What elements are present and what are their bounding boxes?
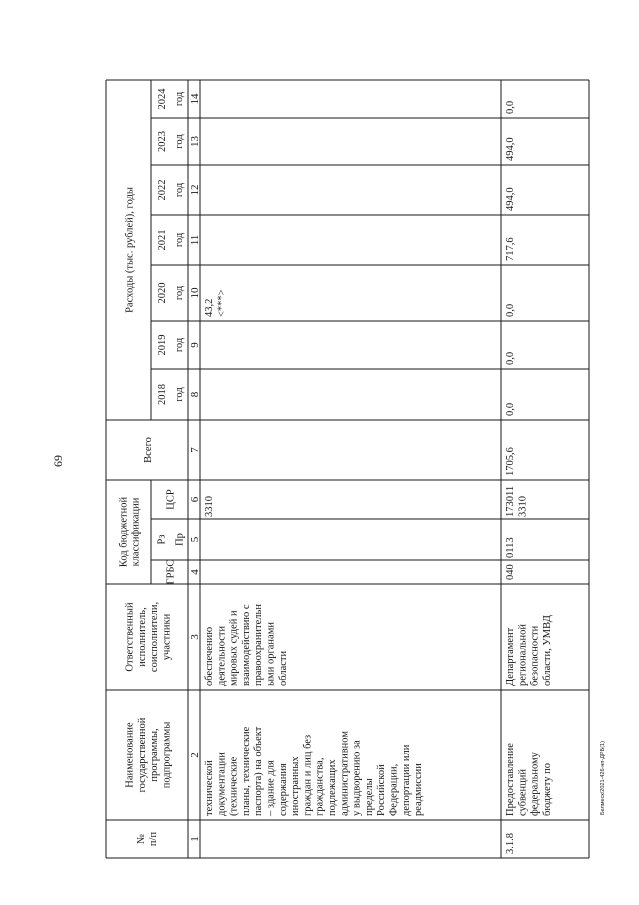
row-1-year-2024 (505, 101, 516, 114)
header-rzpr (157, 533, 186, 546)
row-0-exec (204, 604, 289, 686)
header-name-line: государственной (136, 717, 148, 793)
column-number-8 (189, 391, 201, 397)
header-grbs (166, 560, 177, 585)
row-1-csr-line: 173011 (505, 485, 516, 517)
header-exec-line: соисполнители, (149, 601, 161, 673)
column-number-10-line: 10 (189, 287, 201, 299)
row-0-exec-line: области (277, 650, 289, 686)
row-1-year-2019-line: 0,0 (505, 351, 516, 365)
header-csr-line: ЦСР (165, 489, 177, 510)
column-number-12 (189, 185, 201, 196)
header-budget-group-line: классификации (130, 497, 142, 567)
row-1-exec-line: области, УМВД (541, 615, 553, 686)
header-num (136, 832, 159, 847)
header-total (143, 437, 154, 463)
row-0-name-line: граждан и лиц без (302, 734, 314, 816)
row-1-csr-line: 3310 (517, 496, 529, 517)
row-0-name-line: гражданства, (314, 757, 326, 816)
header-year-2021-line: 2021 (157, 229, 168, 251)
column-number-5-line: 5 (189, 536, 201, 543)
row-0-exec-line: взаимодействию с (240, 604, 252, 686)
row-1-grbs-line: 040 (505, 564, 516, 580)
header-year-2023 (157, 131, 185, 152)
column-number-4 (189, 569, 201, 575)
header-year-2023-line: 2023 (157, 131, 168, 152)
row-0-year-2020-line: <***> (216, 289, 228, 317)
row-0-name-line: (технические (228, 756, 240, 816)
header-year-2018 (157, 384, 185, 405)
row-1-total (505, 447, 516, 476)
header-year-2023-line: год (174, 134, 185, 149)
column-number-14 (189, 93, 201, 105)
row-1-year-2024-line: 0,0 (505, 100, 516, 114)
row-0-exec-line: деятельности (216, 625, 228, 686)
column-number-1 (189, 836, 201, 842)
header-budget-group-line: Код бюджетной (118, 496, 130, 568)
row-1-year-2021-line: 717,6 (505, 237, 516, 261)
row-0-name-line: планы, технические (240, 726, 252, 816)
header-rzpr-line: Пр (174, 533, 186, 546)
header-exec-line: исполнитель, (136, 607, 148, 667)
row-1-year-2023-line: 494,0 (505, 137, 516, 161)
header-year-2021-line: год (174, 232, 185, 248)
column-number-11 (189, 235, 201, 246)
page-number-line: 69 (51, 455, 65, 467)
header-name-line: Наименование (124, 722, 136, 788)
page-number (51, 455, 65, 467)
header-exec-line: Ответственный (124, 602, 136, 672)
row-1-csr (505, 486, 528, 517)
row-0-name-line: содержания (277, 763, 289, 816)
column-number-2-line: 2 (189, 752, 201, 758)
row-0-name-line: у выдворению за (351, 740, 363, 816)
row-1-name-line: бюджету по (541, 763, 553, 816)
row-0-name-line: – здание для (265, 760, 277, 816)
header-year-2022-line: год (174, 182, 185, 198)
column-number-10 (189, 287, 201, 299)
header-csr (166, 489, 177, 510)
column-number-14-line: 14 (189, 93, 201, 105)
row-0-name-line: депортации или (400, 744, 412, 816)
header-exec-line: участники (161, 613, 173, 661)
header-year-2018-line: 2018 (157, 384, 168, 405)
row-0-name-line: иностранных (290, 756, 302, 816)
row-0-name-line: паспорта) на объект (253, 726, 265, 816)
row-0-name-line: технической (204, 760, 215, 816)
row-0-exec-line: ыми органами (265, 622, 277, 686)
header-year-2022-line: 2022 (157, 179, 168, 201)
row-1-year-2021 (505, 237, 516, 261)
column-number-4-line: 4 (189, 569, 201, 575)
row-1-name-line: федеральному (529, 752, 541, 816)
row-1-name (505, 743, 553, 816)
row-1-year-2018-line: 0,0 (505, 402, 516, 416)
header-exec (125, 602, 173, 672)
header-num-line: п/п (148, 831, 160, 847)
row-0-exec-line: правоохранительн (253, 604, 265, 686)
header-name (125, 717, 173, 792)
row-1-year-2022 (505, 187, 516, 211)
header-expenses-group-line: Расходы (тыс. рублей), годы (124, 187, 136, 313)
row-0-csr-line: 3310 (204, 496, 215, 517)
row-1-total-line: 1705,6 (505, 447, 516, 476)
column-number-6-line: 6 (189, 496, 201, 503)
column-number-8-line: 8 (189, 391, 201, 398)
row-1-year-2020-line: 0,0 (505, 303, 516, 317)
row-1-year-2018 (505, 403, 516, 416)
column-number-9 (189, 342, 201, 348)
row-1-exec (505, 615, 553, 686)
header-total-line: Всего (143, 437, 154, 463)
column-number-7-line: 7 (189, 447, 201, 453)
row-0-exec-line: мировых судей и (228, 610, 240, 686)
row-0-name (204, 726, 424, 817)
header-rzpr-line: Рз (156, 534, 168, 545)
row-1-rzpr (505, 537, 516, 558)
header-year-2019-line: 2019 (157, 334, 168, 356)
doc-footer-code-line: Белмеск/2021-426-нп-ДРБ(1) (600, 741, 606, 815)
column-number-7 (189, 447, 201, 453)
row-1-grbs (505, 564, 516, 580)
row-0-name-line: документации (216, 752, 228, 816)
row-0-year-2020 (204, 289, 227, 317)
column-number-5 (189, 536, 201, 542)
column-number-12-line: 12 (189, 184, 201, 196)
header-expenses-group (125, 187, 136, 313)
row-1-year-2019 (505, 352, 516, 365)
row-1-name-line: субвенций (517, 768, 529, 816)
row-0-name-line: Российской (376, 764, 388, 816)
header-year-2024 (157, 88, 185, 110)
row-0-name-line: пределы (363, 778, 375, 816)
header-num-line: № (135, 833, 147, 845)
row-1-year-2023 (505, 137, 516, 161)
row-0-name-line: реадмиссии (413, 763, 425, 816)
header-year-2019 (157, 335, 185, 356)
column-number-11-line: 11 (189, 234, 201, 246)
column-number-13 (189, 136, 201, 148)
header-year-2020-line: год (174, 285, 185, 301)
row-0-year-2020-line: 43,2 (204, 298, 215, 317)
column-number-2 (189, 752, 201, 758)
row-0-name-line: Федерации, (388, 763, 400, 816)
header-name-line: программы, (149, 728, 161, 782)
row-1-num-line: 3.1.8 (505, 833, 516, 854)
row-1-year-2020 (505, 304, 516, 317)
column-number-13-line: 13 (189, 136, 201, 147)
row-1-exec-line: Департамент (505, 627, 516, 686)
column-number-1-line: 1 (189, 836, 201, 842)
row-0-csr (204, 496, 215, 517)
row-1-rzpr-line: 0113 (505, 537, 516, 558)
header-year-2018-line: год (174, 387, 185, 402)
header-year-2021 (157, 230, 185, 251)
row-0-name-line: подлежащих (327, 759, 338, 816)
doc-footer-code (600, 741, 606, 815)
header-year-2024-line: год (174, 91, 185, 107)
row-1-exec-line: безопасности (529, 625, 541, 686)
header-budget-group (118, 496, 141, 567)
header-year-2020-line: 2020 (157, 282, 168, 304)
row-0-name-line: административном (339, 731, 351, 816)
table-cells (51, 88, 606, 854)
row-1-num (505, 833, 516, 854)
header-year-2022 (157, 180, 185, 201)
header-name-line: подпрограммы (161, 721, 173, 789)
column-number-9-line: 9 (189, 342, 201, 348)
row-1-exec-line: региональной (517, 624, 529, 686)
header-year-2019-line: год (174, 337, 185, 353)
header-year-2020 (157, 283, 185, 304)
column-number-6 (189, 496, 201, 502)
row-1-year-2022-line: 494,0 (505, 187, 516, 211)
header-year-2024-line: 2024 (157, 88, 168, 110)
row-0-exec-line: обеспечению (204, 626, 215, 686)
column-number-3-line: 3 (189, 634, 201, 640)
header-grbs-line: ГРБС (165, 559, 177, 585)
row-1-name-line: Предоставление (505, 743, 516, 816)
column-number-3 (189, 634, 201, 640)
